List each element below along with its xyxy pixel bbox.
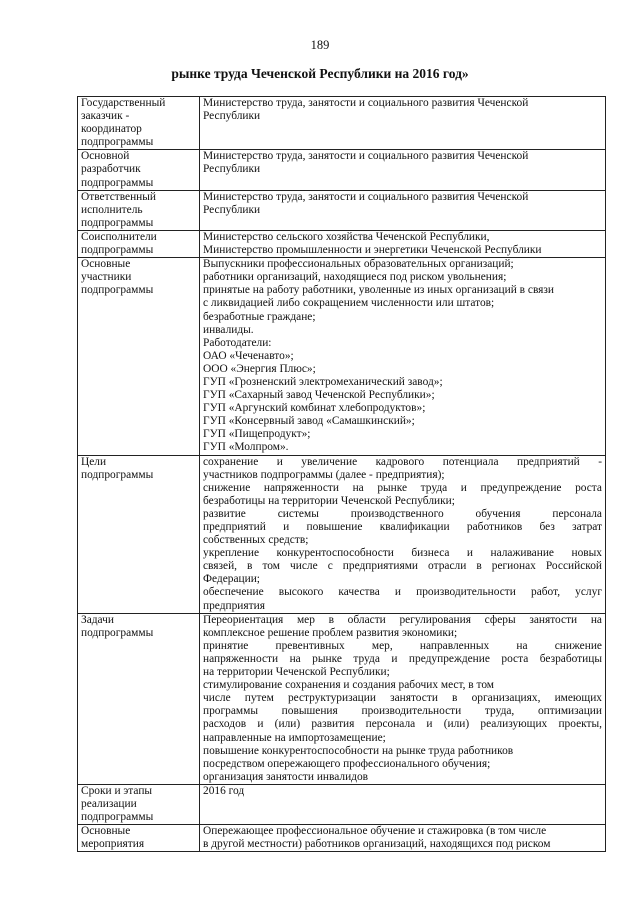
- row-label-line: участники: [81, 271, 132, 284]
- row-label-cell: [78, 97, 200, 150]
- row-label-line: мероприятия: [81, 838, 145, 851]
- row-value-cell: [200, 190, 606, 230]
- row-value-line: сохранение и увеличение кадрового потенциала предприятий -: [203, 455, 602, 468]
- subprogram-passport-table: [77, 96, 606, 852]
- row-label-line: разработчик: [81, 163, 141, 176]
- row-value-line: расходов и (или) развития персонала и (или) реализующих проекты,: [203, 718, 602, 731]
- row-value-cell: [200, 97, 606, 150]
- row-label-line: подпрограммы: [81, 626, 154, 639]
- row-value-line: ГУП «Сахарный завод Чеченской Республики»;: [203, 389, 435, 402]
- row-value-line: предприятия: [203, 599, 265, 612]
- row-label-line: Государственный: [81, 97, 166, 109]
- row-value-cell: [200, 230, 606, 257]
- row-value-line: Выпускники профессиональных образовательных организаций;: [203, 258, 514, 271]
- row-value-line: организация занятости инвалидов: [203, 770, 369, 783]
- row-value-cell: [200, 613, 606, 784]
- row-value-line: безработные граждане;: [203, 310, 316, 323]
- row-value-line: предприятий и повышение квалификации работников без затрат: [203, 521, 602, 533]
- row-value-line: Опережающее профессиональное обучение и стажировка (в том числе: [203, 825, 547, 838]
- row-label-line: подпрограммы: [81, 244, 154, 257]
- table-row: [78, 613, 606, 784]
- row-value-line: повышение конкурентоспособности на рынке труда работников: [203, 744, 514, 757]
- row-value-line: участников подпрограммы (далее - предприятия);: [203, 468, 445, 481]
- row-value-line: напряженности на рынке труда и предупреждение роста безработицы: [203, 652, 602, 665]
- row-value-line: собственных средств;: [203, 534, 309, 547]
- row-label-line: Соисполнители: [81, 230, 157, 243]
- row-value-cell: [200, 150, 606, 190]
- row-label-line: Сроки и этапы: [81, 784, 153, 797]
- row-value-line: на территории Чеченской Республики;: [203, 666, 390, 679]
- row-label-cell: [78, 230, 200, 257]
- row-label-line: заказчик -: [81, 110, 130, 123]
- row-label-line: Основные: [81, 825, 131, 838]
- row-value-line: снижение напряженности на рынке труда и предупреждение роста: [203, 481, 602, 494]
- row-label-cell: [78, 190, 200, 230]
- row-value-line: принятие превентивных мер, направленных на снижение: [203, 639, 602, 652]
- row-label-line: подпрограммы: [81, 811, 154, 824]
- table-row: [78, 258, 606, 455]
- passport-table-body: [78, 97, 606, 852]
- row-label-line: подпрограммы: [81, 176, 154, 189]
- row-label-line: Основной: [81, 150, 130, 163]
- row-label-cell: [78, 784, 200, 824]
- row-value-line: развитие системы производственного обучения персонала: [203, 507, 602, 520]
- table-row: [78, 190, 606, 230]
- row-value-line: Министерство труда, занятости и социального развития Чеченской: [203, 150, 529, 163]
- row-label-cell: [78, 613, 200, 784]
- row-value-line: Республики: [203, 203, 261, 216]
- row-label-cell: [78, 825, 200, 852]
- table-row: [78, 150, 606, 190]
- row-value-line: ГУП «Молпром».: [203, 441, 289, 454]
- row-value-cell: [200, 784, 606, 824]
- row-value-line: Министерство сельского хозяйства Чеченской Республики,: [203, 230, 490, 243]
- row-label-line: исполнитель: [81, 203, 143, 216]
- row-value-line: Министерство труда, занятости и социального развития Чеченской: [203, 190, 529, 203]
- page-number: 189: [310, 38, 330, 52]
- row-label-line: координатор: [81, 123, 142, 136]
- row-label-line: Основные: [81, 258, 131, 271]
- row-label-line: подпрограммы: [81, 216, 154, 229]
- row-label-line: Задачи: [81, 613, 114, 626]
- row-value-line: обеспечение высокого качества и производительности работ, услуг: [203, 586, 602, 599]
- row-label-line: реализации: [81, 797, 137, 810]
- row-value-line: инвалиды.: [203, 323, 254, 336]
- table-row: [78, 784, 606, 824]
- row-label-line: подпрограммы: [81, 284, 154, 297]
- row-value-line: ГУП «Грозненский электромеханический завод»;: [203, 375, 443, 388]
- row-value-line: числе путем реструктуризации занятости в организациях, имеющих: [203, 692, 602, 705]
- row-value-line: Министерство труда, занятости и социального развития Чеченской: [203, 97, 529, 109]
- row-value-line: укрепление конкурентоспособности бизнеса и налаживание новых: [203, 547, 602, 560]
- row-value-line: посредством опережающего профессионального обучения;: [203, 757, 491, 770]
- table-row: [78, 97, 606, 150]
- row-value-line: связей, в том числе с предприятиями отрасли в регионах Российской: [203, 560, 602, 573]
- row-label-cell: [78, 150, 200, 190]
- row-value-line: принятые на работу работники, уволенные из иных организаций в связи: [203, 284, 555, 297]
- row-value-cell: [200, 258, 606, 455]
- row-value-line: Республики: [203, 163, 261, 176]
- row-label-cell: [78, 258, 200, 455]
- row-value-line: Переориентация мер в области регулирования сферы занятости на: [203, 613, 602, 626]
- document-title: рынке труда Чеченской Республики на 2016 год»: [171, 66, 469, 81]
- table-row: [78, 825, 606, 852]
- row-value-line: с ликвидацией либо сокращением численности или штатов;: [203, 297, 495, 310]
- row-value-line: 2016 год: [203, 784, 245, 797]
- row-label-line: Ответственный: [81, 190, 157, 203]
- row-value-line: безработицы на территории Чеченской Республики;: [203, 494, 455, 507]
- row-value-line: направленные на импортозамещение;: [203, 731, 386, 744]
- row-value-line: Республики: [203, 110, 261, 123]
- row-value-line: работники организаций, находящиеся под риском увольнения;: [203, 271, 507, 284]
- row-value-cell: [200, 455, 606, 613]
- row-value-line: ООО «Энергия Плюс»;: [203, 362, 316, 375]
- row-value-line: ГУП «Аргунский комбинат хлебопродуктов»;: [203, 402, 426, 415]
- row-label-cell: [78, 455, 200, 613]
- row-label-line: подпрограммы: [81, 468, 154, 481]
- row-value-line: Работодатели:: [203, 336, 272, 349]
- table-row: [78, 230, 606, 257]
- row-value-line: комплексное решение проблем развития экономики;: [203, 626, 458, 639]
- row-value-cell: [200, 825, 606, 852]
- table-row: [78, 455, 606, 613]
- row-value-line: ОАО «Чеченавто»;: [203, 349, 294, 362]
- row-value-line: Федерации;: [203, 573, 260, 586]
- row-label-line: подпрограммы: [81, 136, 154, 149]
- row-value-line: ГУП «Консервный завод «Самашкинский»;: [203, 415, 415, 428]
- row-value-line: стимулирование сохранения и создания рабочих мест, в том: [203, 679, 495, 692]
- row-value-line: Министерство промышленности и энергетики Чеченской Республики: [203, 244, 542, 257]
- row-label-line: Цели: [81, 455, 107, 468]
- row-value-line: в другой местности) работников организаций, находящихся под риском: [203, 838, 551, 851]
- row-value-line: программы повышения производительности труда, оптимизации: [203, 705, 602, 718]
- row-value-line: ГУП «Пищепродукт»;: [203, 428, 311, 441]
